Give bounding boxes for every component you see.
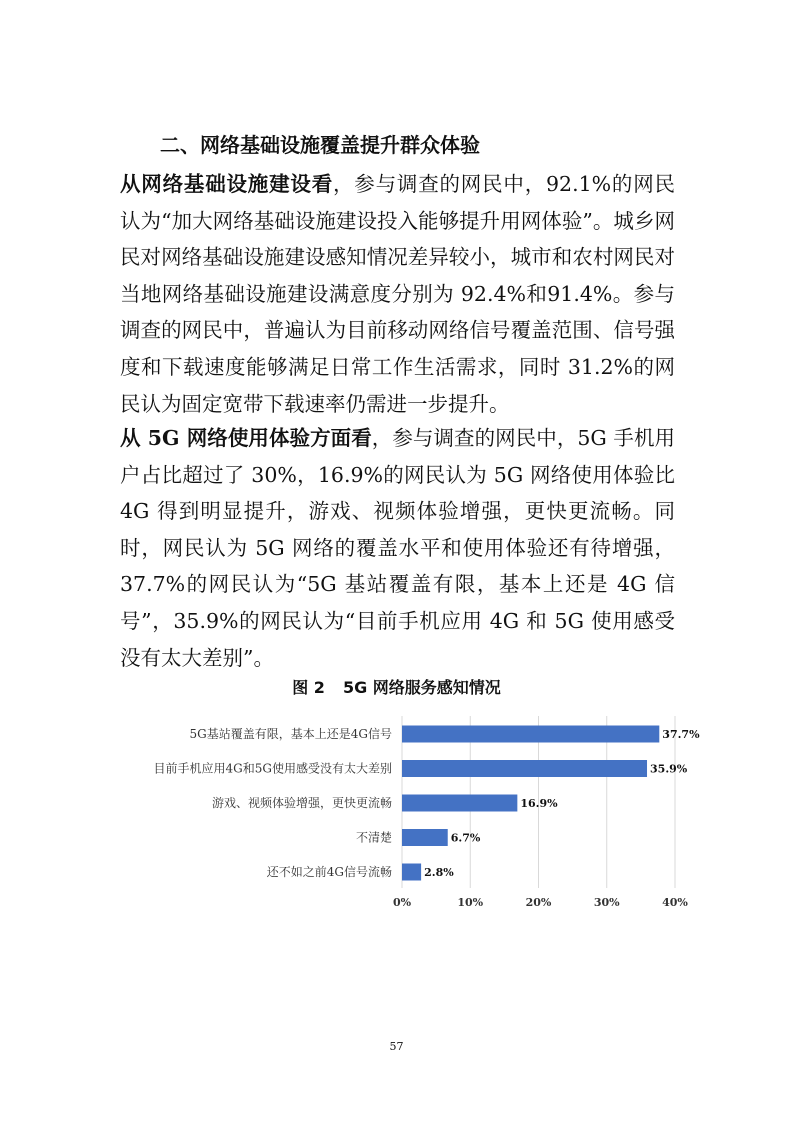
bar-chart <box>110 712 710 922</box>
bar <box>402 760 647 777</box>
bar <box>402 864 421 881</box>
section-heading: 二、网络基础设施覆盖提升群众体验 <box>160 133 480 157</box>
paragraph-infrastructure <box>120 166 675 422</box>
bar <box>402 795 517 812</box>
x-tick-label: 40% <box>662 896 688 909</box>
x-tick-label: 30% <box>593 896 620 909</box>
data-label: 6.7% <box>450 831 481 845</box>
bar <box>402 829 448 846</box>
bar <box>402 726 659 743</box>
paragraph-lead: 从网络基础设施建设看 <box>120 172 333 196</box>
figure-caption: 5G 网络服务感知情况 <box>342 678 501 697</box>
x-tick-label: 20% <box>525 896 552 909</box>
category-label: 游戏、视频体验增强，更快更流畅 <box>211 796 392 810</box>
data-label: 35.9% <box>650 762 688 776</box>
data-label: 2.8% <box>424 866 454 879</box>
x-tick-label: 10% <box>457 896 484 909</box>
chart-category-labels <box>154 726 392 879</box>
data-label: 37.7% <box>662 728 700 741</box>
x-tick-label: 0% <box>392 896 412 909</box>
paragraph-5g-experience <box>120 420 675 676</box>
category-label: 目前手机应用4G和5G使用感受没有太大差别 <box>153 761 392 776</box>
paragraph-lead: 从 5G 网络使用体验方面看 <box>120 426 372 450</box>
page-number: 57 <box>389 1040 404 1053</box>
category-label: 5G基站覆盖有限，基本上还是4G信号 <box>189 727 392 741</box>
data-label: 16.9% <box>520 797 558 810</box>
paragraph-text: ，参与调查的网民中，92.1%的网民认为“加大网络基础设施建设投入能够提升用网体验”。城乡网民对网络基础设施建设感知情况差异较小，城市和农村网民对当地网络基础设施建设满意度分别为 92.4%和91.4%。参与调查的网民中，普遍认为目前移动网络信号覆盖范围、信号强度和下载速度能够满足日常工作生活需求，同时 31.2%的网民认为固定宽带下载速率仍需进一步提升。 <box>120 172 676 416</box>
chart-x-tick-labels <box>393 896 688 909</box>
figure-title <box>0 676 793 700</box>
category-label: 还不如之前4G信号流畅 <box>266 865 392 879</box>
paragraph-text: ，参与调查的网民中，5G 手机用户占比超过了 30%，16.9%的网民认为 5G 网络使用体验比 4G 得到明显提升，游戏、视频体验增强，更快更流畅。同时，网民认为 5G 网络的覆盖水平和使用体验还有待增强，37.7%的网民认为“5G 基站覆盖有限，基本上还是 4G 信号”，35.9%的网民认为“目前手机应用 4G 和 5G 使用感受没有太大差别”。 <box>120 426 676 670</box>
category-label: 不清楚 <box>355 830 392 845</box>
figure-label: 图 2 <box>292 678 325 697</box>
